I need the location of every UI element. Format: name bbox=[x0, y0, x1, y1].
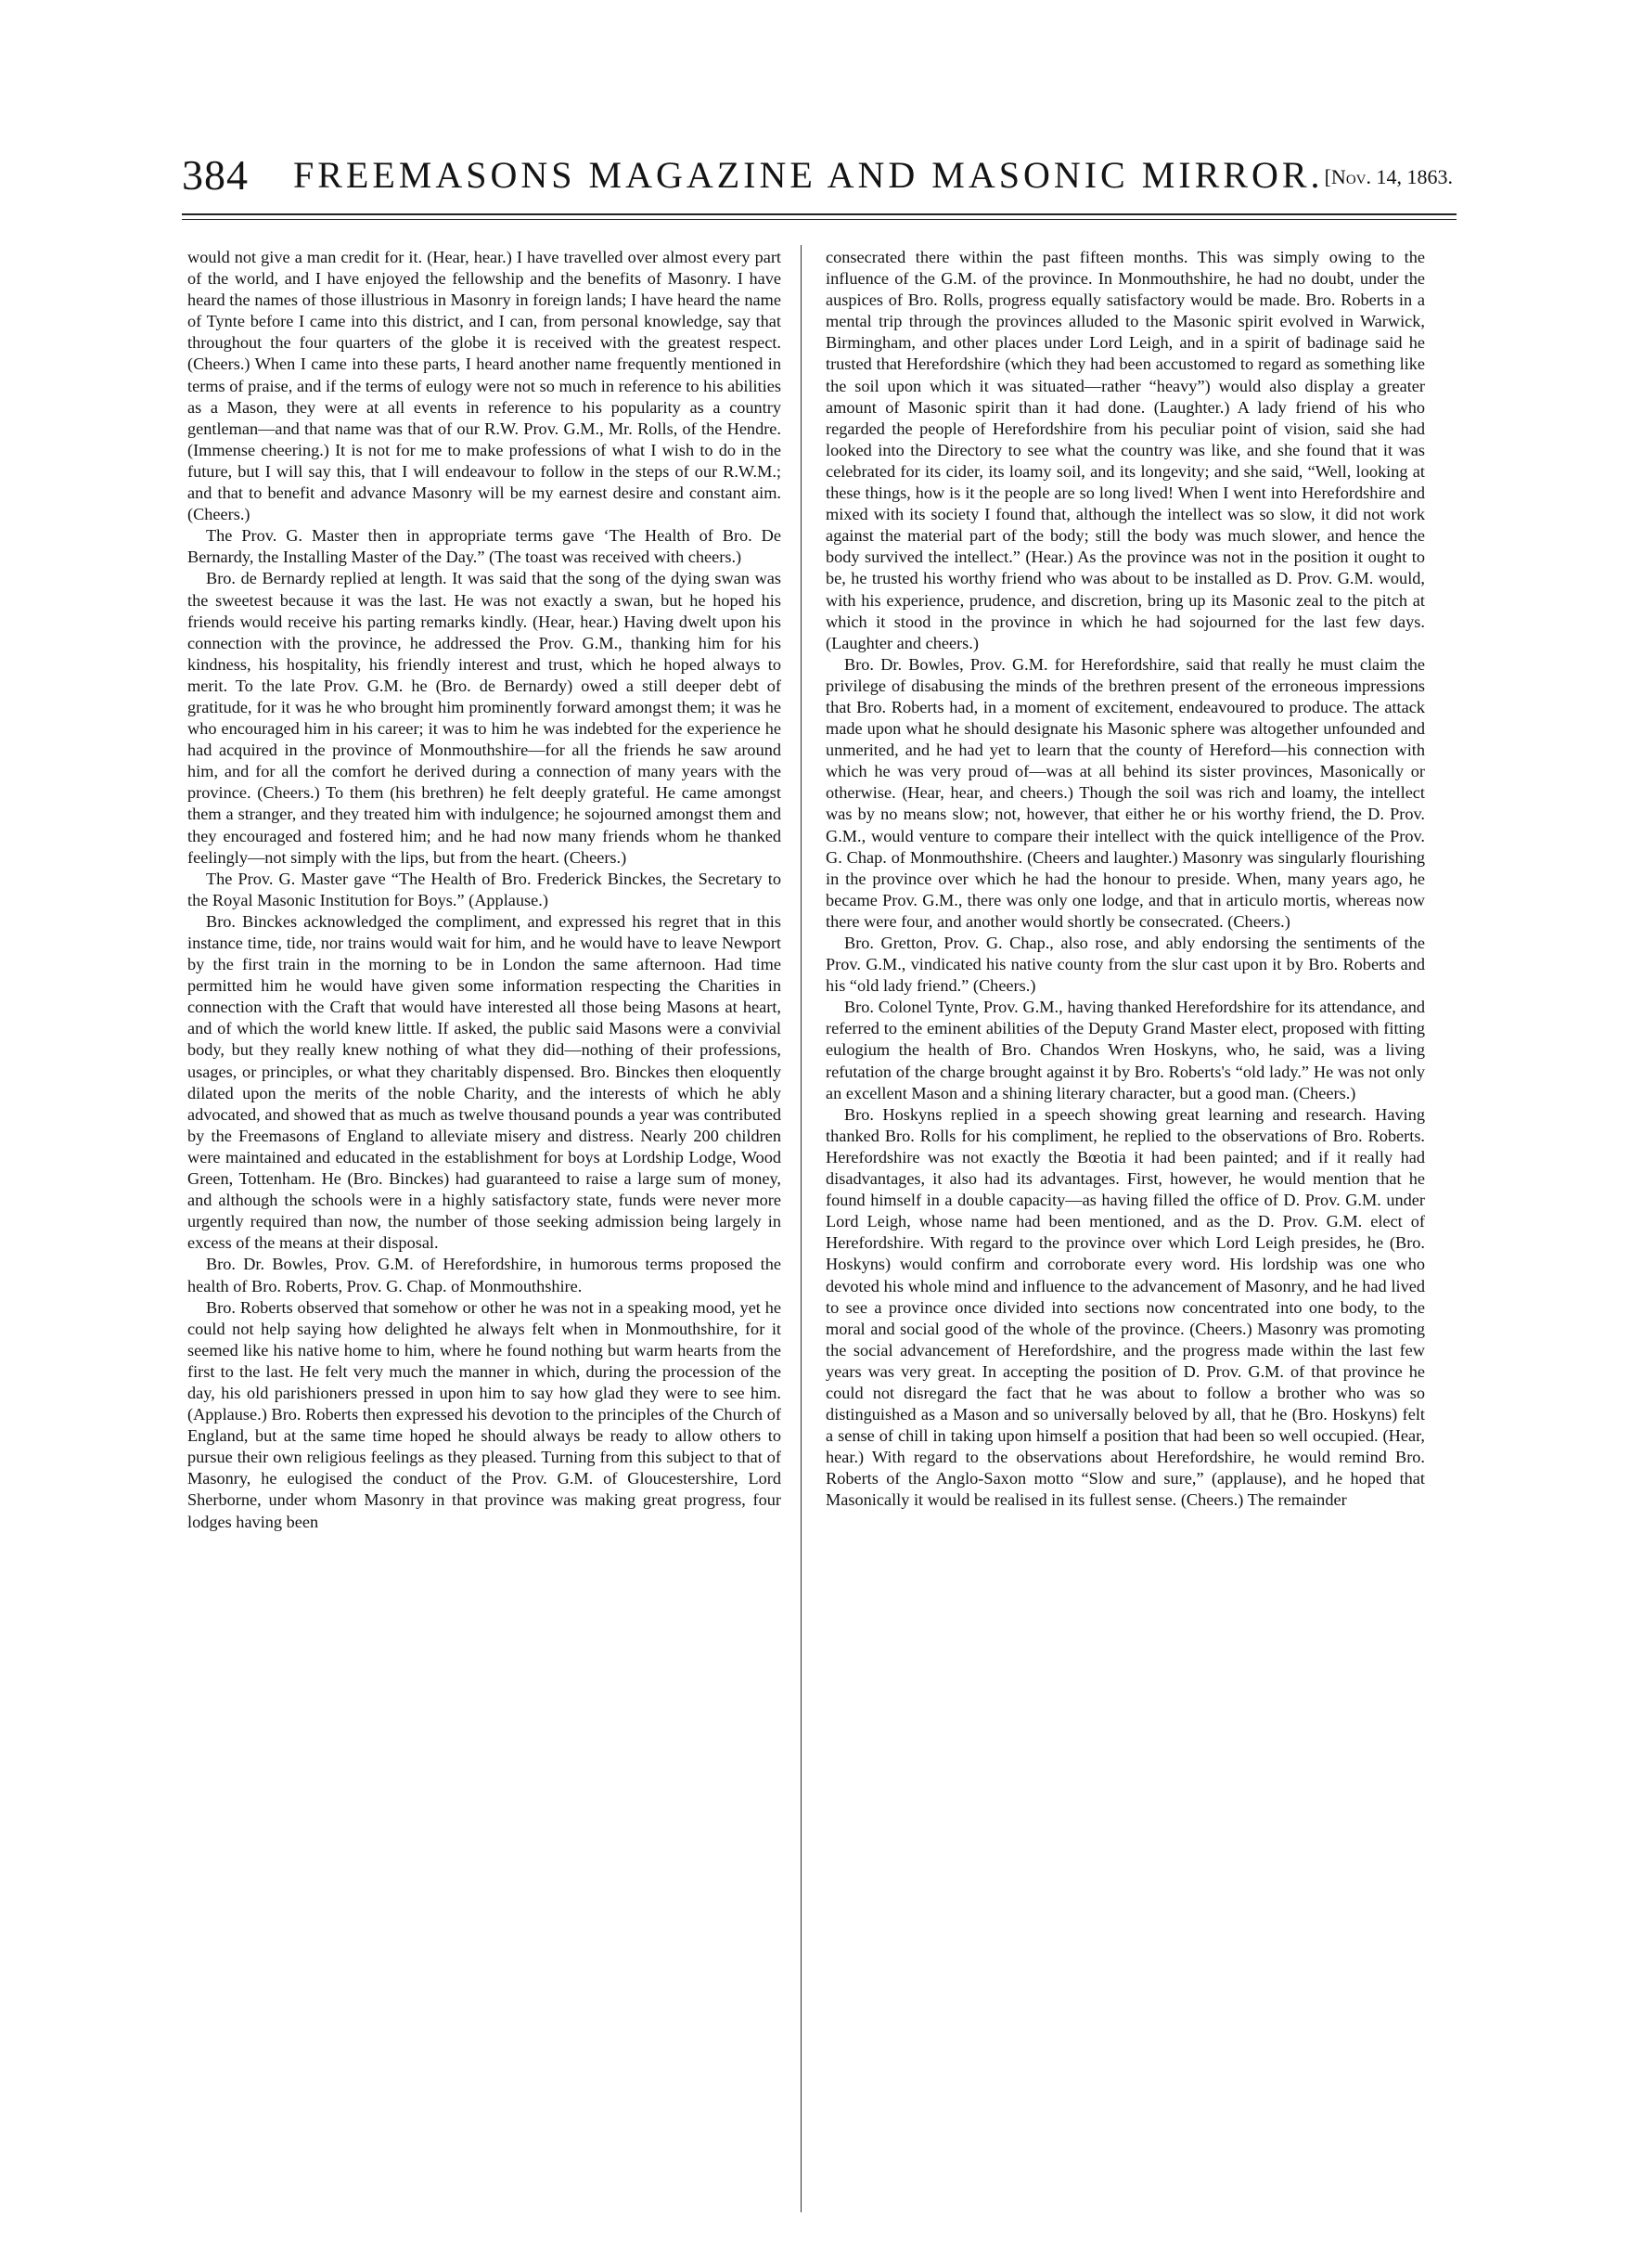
masthead bbox=[182, 148, 1457, 206]
paragraph: Bro. Roberts observed that somehow or other he was not in a speaking mood, yet he could not help saying how delighted he always felt when in Monmouthshire, for it seemed like his native home to him, where he found nothing but warm hearts from the first to the last. He felt very much the manner in which, during the procession of the day, his old parishioners pressed in upon him to say how glad they were to see him. (Applause.) Bro. Roberts then expressed his devotion to the principles of the Church of England, but at the same time hoped he should always be ready to allow others to pursue their own religious feelings as they pleased. Turning from this subject to that of Masonry, he eulogised the conduct of the Prov. G.M. of Gloucestershire, Lord Sherborne, under whom Masonry in that province was making great progress, four lodges having been bbox=[187, 1297, 781, 1531]
page-number: 384 bbox=[182, 151, 249, 199]
paragraph: consecrated there within the past fifteen months. This was simply owing to the influence of the G.M. of the province. In Monmouthshire, he had no doubt, under the auspices of Bro. Rolls, progress equally satisfactory would be made. Bro. Roberts in a mental trip through the provinces alluded to the Masonic spirit evolved in Warwick, Birmingham, and other places under Lord Leigh, and in a spirit of badinage said he trusted that Herefordshire (which they had been accustomed to regard as something like the soil upon which it was situated—rather “heavy”) would also display a greater amount of Masonic spirit than it had done. (Laughter.) A lady friend of his who regarded the people of Herefordshire from his peculiar point of vision, said she had looked into the Directory to see what the country was like, and she found that it was celebrated for its cider, its loamy soil, and its longevity; and she said, “Well, looking at these things, how is it the people are so long lived! When I went into Herefordshire and mixed with its society I found that, although the intellect was so slow, it did not work against the material part of the body; still the body was much slower, and hence the body survived the intellect.” (Hear.) As the province was not in the position it ought to be, he trusted his worthy friend who was about to be installed as D. Prov. G.M. would, with his experience, prudence, and discretion, bring up its Masonic zeal to the pitch at which it stood in the province in which he had sojourned for the last few days. (Laughter and cheers.) bbox=[826, 248, 1425, 652]
paragraph: Bro. Hoskyns replied in a speech showing great learning and research. Having thanked Bro. Rolls for his compliment, he replied to the observations of Bro. Roberts. Herefordshire was not exactly the Bœotia it had been painted; and if it really had disadvantages, it also had its advantages. First, however, he would mention that he found himself in a double capacity—as having filled the office of D. Prov. G.M. under Lord Leigh, whose name had been mentioned, and as the D. Prov. G.M. elect of Herefordshire. With regard to the province over which Lord Leigh presides, he (Bro. Hoskyns) would confirm and corroborate every word. His lordship was one who devoted his whole mind and influence to the advancement of Masonry, and he had lived to see a province once divided into sections now concentrated into one body, to the moral and social good of the whole of the province. (Cheers.) Masonry was promoting the social advancement of Herefordshire, and the progress made within the last few years was very great. In accepting the position of D. Prov. G.M. of that province he could not disregard the fact that he was about to follow a brother who was so distinguished as a Mason and so universally beloved by all, that he (Bro. Hoskyns) felt a sense of chill in taking upon himself a position that had been so well occupied. (Hear, hear.) With regard to the observations about Herefordshire, he would remind Bro. Roberts of the Anglo-Saxon motto “Slow and sure,” (applause), and he hoped that Masonically it would be realised in its fullest sense. (Cheers.) The remainder bbox=[826, 1104, 1425, 1510]
paragraph: would not give a man credit for it. (Hear, hear.) I have travelled over almost every part of the world, and I have enjoyed the fellowship and the benefits of Masonry. I have heard the names of those illustrious in Masonry in foreign lands; I have heard the name of Tynte before I came into this district, and I can, from personal knowledge, say that throughout the four quarters of the globe it is received with the greatest respect. (Cheers.) When I came into these parts, I heard another name frequently mentioned in terms of praise, and if the terms of eulogy were not so much in reference to his abilities as a Mason, they were at all events in reference to his popularity as a country gentleman—and that name was that of our R.W. Prov. G.M., Mr. Rolls, of the Hendre. (Immense cheering.) It is not for me to make professions of what I wish to do in the future, but I will say this, that I will endeavour to follow in the steps of our R.W.M.; and that to benefit and advance Masonry will be my earnest desire and constant aim. (Cheers.) bbox=[187, 248, 781, 524]
header-rule bbox=[182, 213, 1457, 215]
paragraph: Bro. Dr. Bowles, Prov. G.M. for Herefordshire, said that really he must claim the privilege of disabusing the minds of the brethren present of the erroneous impressions that Bro. Roberts had, in a moment of excitement, endeavoured to produce. The attack made upon what he should designate his Masonic sphere was altogether unfounded and unmerited, and he had yet to learn that the county of Hereford—his connection with which he was very proud of—was at all behind its sister provinces, Masonically or otherwise. (Hear, hear, and cheers.) Though the soil was rich and loamy, the intellect was by no means slow; not, however, that either he or his worthy friend, the D. Prov. G.M., would venture to compare their intellect with the quick intelligence of the Prov. G. Chap. of Monmouthshire. (Cheers and laughter.) Masonry was singularly flourishing in the province over which he had the honour to preside. When, many years ago, he became Prov. G.M., there was only one lodge, and that in articulo mortis, whereas now there were four, and another would shortly be consecrated. (Cheers.) bbox=[826, 654, 1425, 931]
paragraph: The Prov. G. Master gave “The Health of Bro. Frederick Binckes, the Secretary to the Royal Masonic Institution for Boys.” (Applause.) bbox=[187, 869, 781, 909]
paragraph: Bro. de Bernardy replied at length. It was said that the song of the dying swan was the sweetest because it was the last. He was not exactly a swan, but he hoped his friends would receive his parting remarks kindly. (Hear, hear.) Having dwelt upon his connection with the province, he addressed the Prov. G.M., thanking him for his kindness, his hospitality, his friendly interest and trust, which he hoped always to merit. To the late Prov. G.M. he (Bro. de Bernardy) owed a still deeper debt of gratitude, for it was he who brought him prominently forward amongst them; it was he who encouraged him in his career; it was to him he was indebted for the experience he had acquired in the province of Monmouthshire—for all the friends he saw around him, and for all the comfort he derived during a connection of many years with the province. (Cheers.) To them (his brethren) he felt deeply grateful. He came amongst them a stranger, and they treated him with indulgence; he sojourned amongst them and they encouraged and fostered him; and he had now many friends whom he thanked feelingly—not simply with the lips, but from the heart. (Cheers.) bbox=[187, 569, 781, 867]
paragraph: Bro. Gretton, Prov. G. Chap., also rose, and ably endorsing the sentiments of the Prov. G.M., vindicated his native county from the slur cast upon it by Bro. Roberts and his “old lady friend.” (Cheers.) bbox=[826, 934, 1425, 996]
issue-date: [Nov. 14, 1863. bbox=[1324, 165, 1453, 188]
magazine-title: FREEMASONS MAGAZINE AND MASONIC MIRROR. bbox=[293, 154, 1324, 196]
header-rule-thin bbox=[182, 219, 1457, 220]
paragraph: Bro. Binckes acknowledged the compliment, and expressed his regret that in this instance time, tide, nor trains would wait for him, and he would have to leave Newport by the first train in the morning to be in London the same afternoon. Had time permitted him he would have given some information respecting the Charities in connection with the Craft that would have interested all those being Masons at heart, and of which the world knew little. If asked, the public said Masons were a convivial body, but they really knew nothing of what they did—nothing of their professions, usages, or principles, or what they charitably dispensed. Bro. Binckes then eloquently dilated upon the merits of the noble Charity, and the interests of which he ably advocated, and showed that as much as twelve thousand pounds a year was contributed by the Freemasons of England to alleviate misery and distress. Nearly 200 children were maintained and educated in the establishment for boys at Lordship Lodge, Wood Green, Tottenham. He (Bro. Binckes) had guaranteed to raise a large sum of money, and although the schools were in a highly satisfactory state, funds were never more urgently required than now, the number of those seeking admission being largely in excess of the means at their disposal. bbox=[187, 911, 781, 1253]
paragraph: Bro. Colonel Tynte, Prov. G.M., having thanked Herefordshire for its attendance, and referred to the eminent abilities of the Deputy Grand Master elect, proposed with fitting eulogium the health of Bro. Chandos Wren Hoskyns, who, he said, was a living refutation of the charge brought against it by Bro. Roberts's “old lady.” He was not only an excellent Mason and a shining literary character, but a good man. (Cheers.) bbox=[826, 998, 1425, 1102]
paragraph: Bro. Dr. Bowles, Prov. G.M. of Herefordshire, in humorous terms proposed the health of Bro. Roberts, Prov. G. Chap. of Monmouthshire. bbox=[187, 1255, 781, 1295]
column-divider bbox=[801, 245, 802, 2212]
right-column bbox=[826, 247, 1425, 1512]
paragraph: The Prov. G. Master then in appropriate terms gave ‘The Health of Bro. De Bernardy, the Installing Master of the Day.” (The toast was received with cheers.) bbox=[187, 526, 781, 567]
left-column bbox=[187, 247, 781, 1533]
